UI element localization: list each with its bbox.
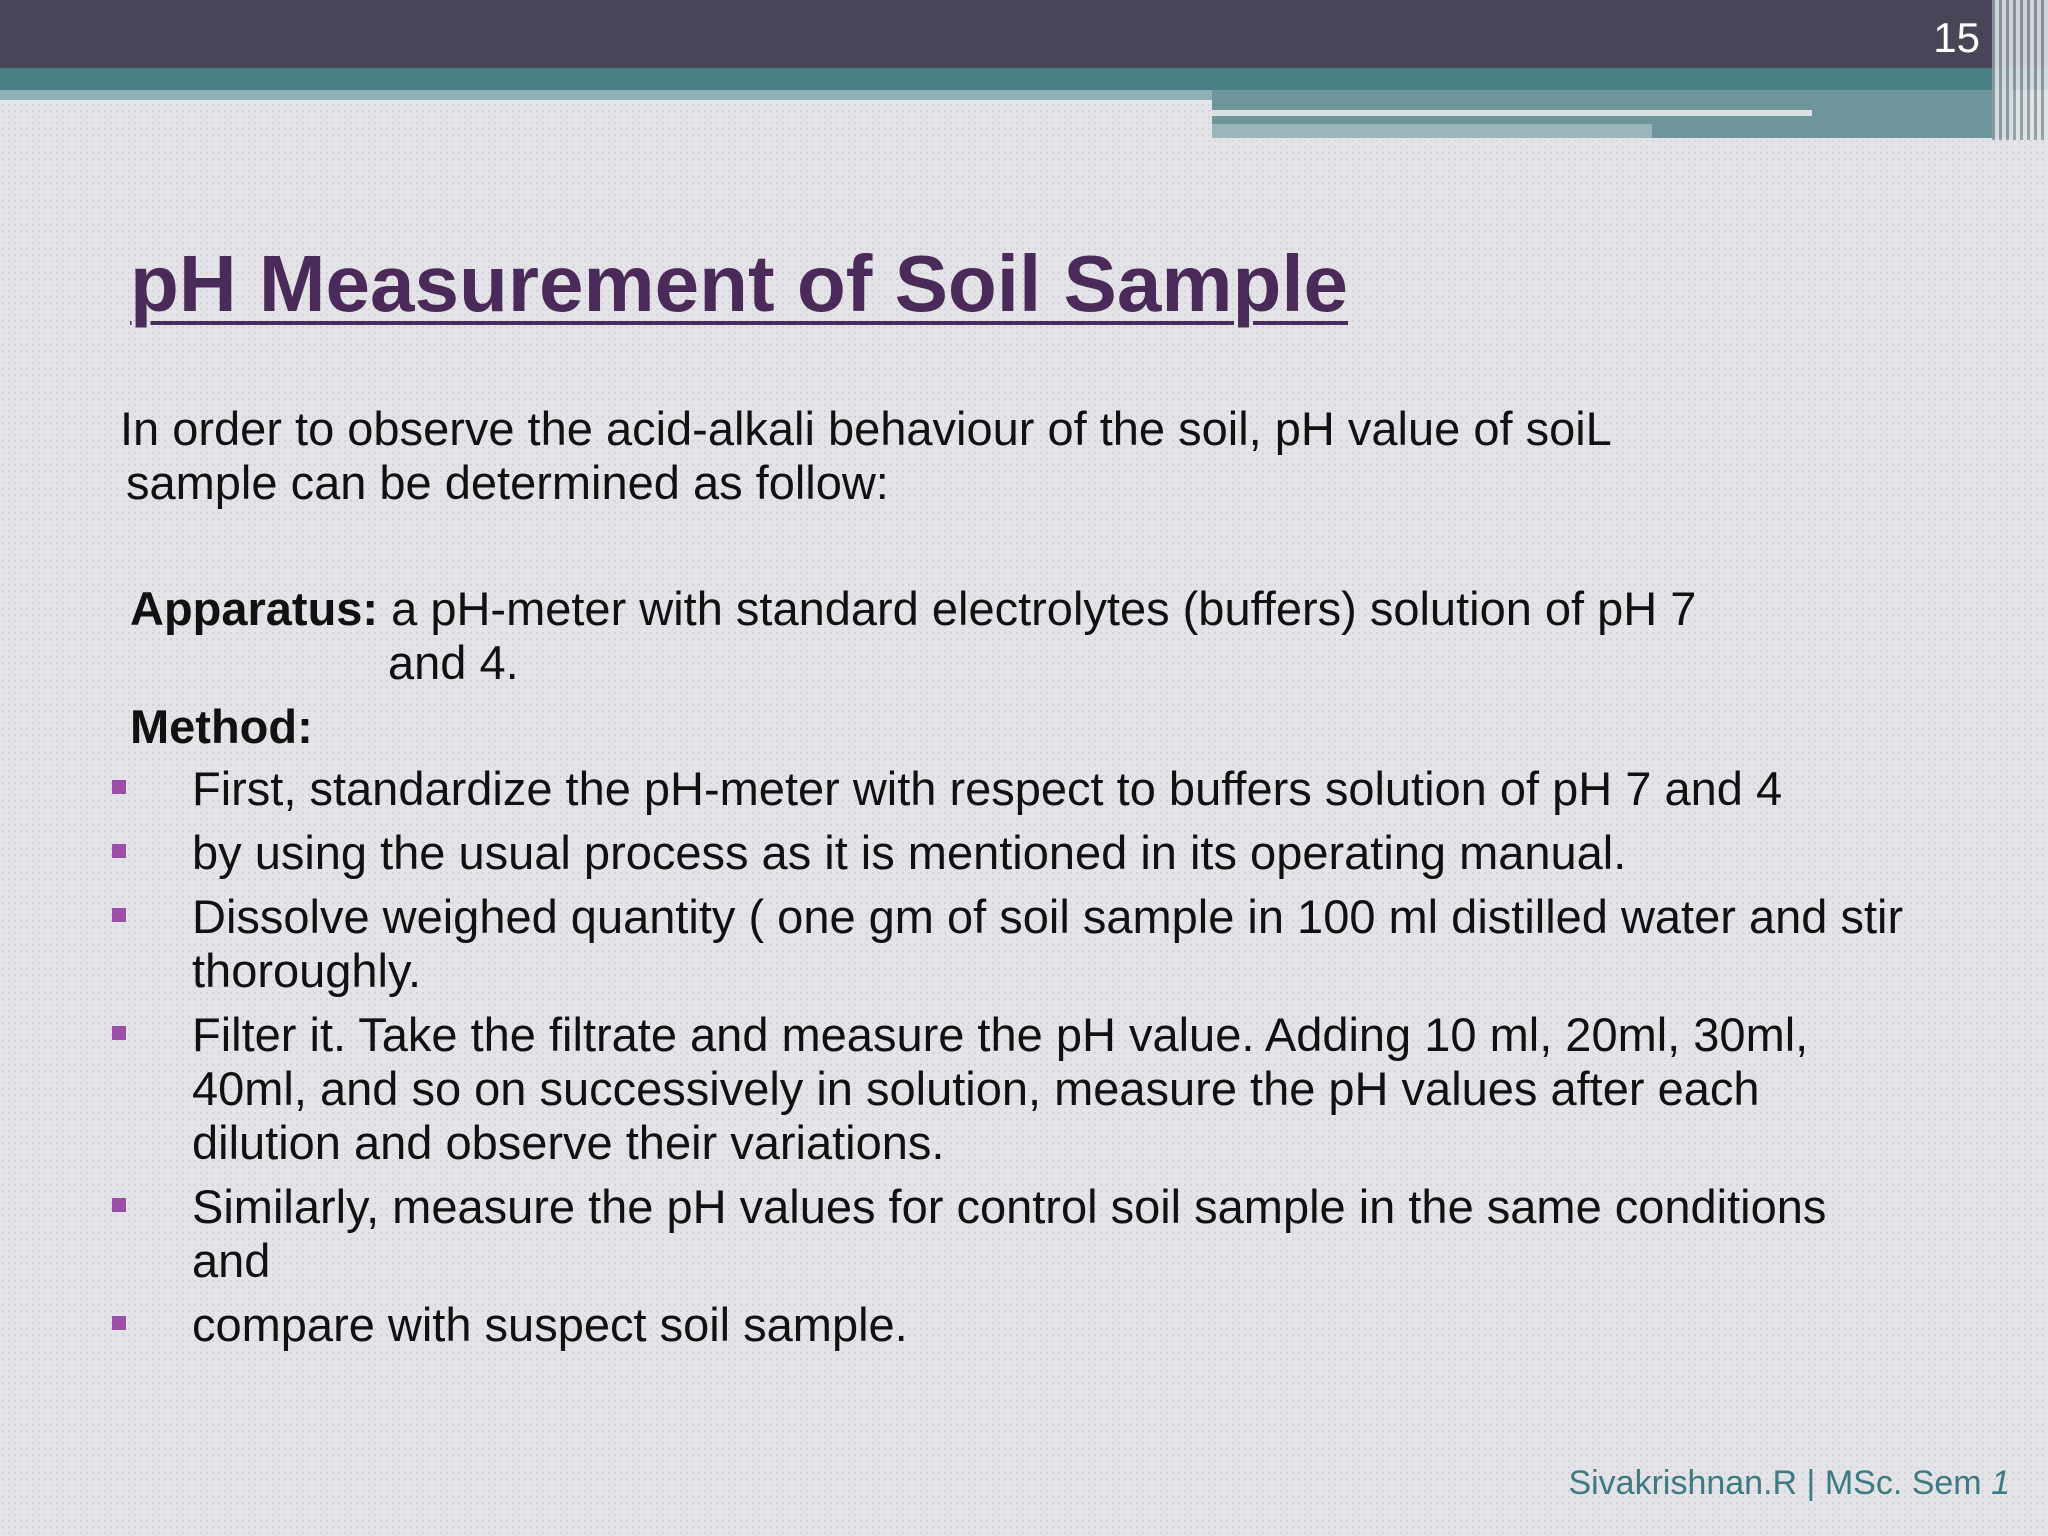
bullet-square-icon: [112, 1026, 126, 1040]
apparatus-paragraph: [130, 582, 1930, 690]
header-stripe-accent: [1212, 124, 1652, 138]
list-item-text: compare with suspect soil sample.: [192, 1298, 908, 1351]
list-item-text: Filter it. Take the filtrate and measure the pH value. Adding 10 ml, 20ml, 30ml, 40ml, and so on successively in solution, measure the pH values after each dilution and observe their variations.: [192, 1008, 1809, 1169]
footer-text: Sivakrishnan.R | MSc. Sem: [1568, 1464, 1992, 1502]
slide-number: 15: [1933, 14, 1980, 61]
header-stripe: [0, 68, 2048, 90]
list-item: [108, 762, 1908, 816]
apparatus-text: a pH-meter with standard electrolytes (buffers) solution of pH 7: [378, 582, 1697, 635]
intro-line-1: In order to observe the acid-alkali behaviour of the soil, pH value of soiL: [120, 402, 1612, 455]
intro-line-2: sample can be determined as follow:: [126, 456, 889, 509]
header-stripe-light: [0, 90, 1212, 100]
list-item: [108, 826, 1908, 880]
apparatus-text-continued: and 4.: [388, 636, 519, 689]
list-item: [108, 890, 1908, 998]
intro-paragraph: [120, 402, 1840, 510]
slide-title: pH Measurement of Soil Sample: [130, 239, 1349, 328]
bullet-square-icon: [112, 908, 126, 922]
footer-credit: [1568, 1464, 2010, 1503]
method-steps-list: [108, 762, 1908, 1362]
bullet-square-icon: [112, 1316, 126, 1330]
footer-number: 1: [1991, 1464, 2010, 1502]
top-bar: [0, 0, 2048, 68]
list-item: [108, 1008, 1908, 1170]
bullet-square-icon: [112, 780, 126, 794]
list-item-text: First, standardize the pH-meter with respect to buffers solution of pH 7 and 4: [192, 762, 1783, 815]
header-stripe-highlight: [1212, 110, 1812, 116]
list-item-text: Similarly, measure the pH values for control soil sample in the same conditions and: [192, 1180, 1827, 1287]
bullet-square-icon: [112, 1198, 126, 1212]
list-item-text: Dissolve weighed quantity ( one gm of soil sample in 100 ml distilled water and stir thoroughly.: [192, 890, 1904, 997]
list-item: [108, 1180, 1908, 1288]
method-label: Method:: [130, 700, 313, 753]
list-item: [108, 1298, 1908, 1352]
bullet-square-icon: [112, 844, 126, 858]
apparatus-label: Apparatus:: [130, 582, 379, 635]
list-item-text: by using the usual process as it is mentioned in its operating manual.: [192, 826, 1627, 879]
decorative-vertical-bars: [1992, 0, 2048, 140]
